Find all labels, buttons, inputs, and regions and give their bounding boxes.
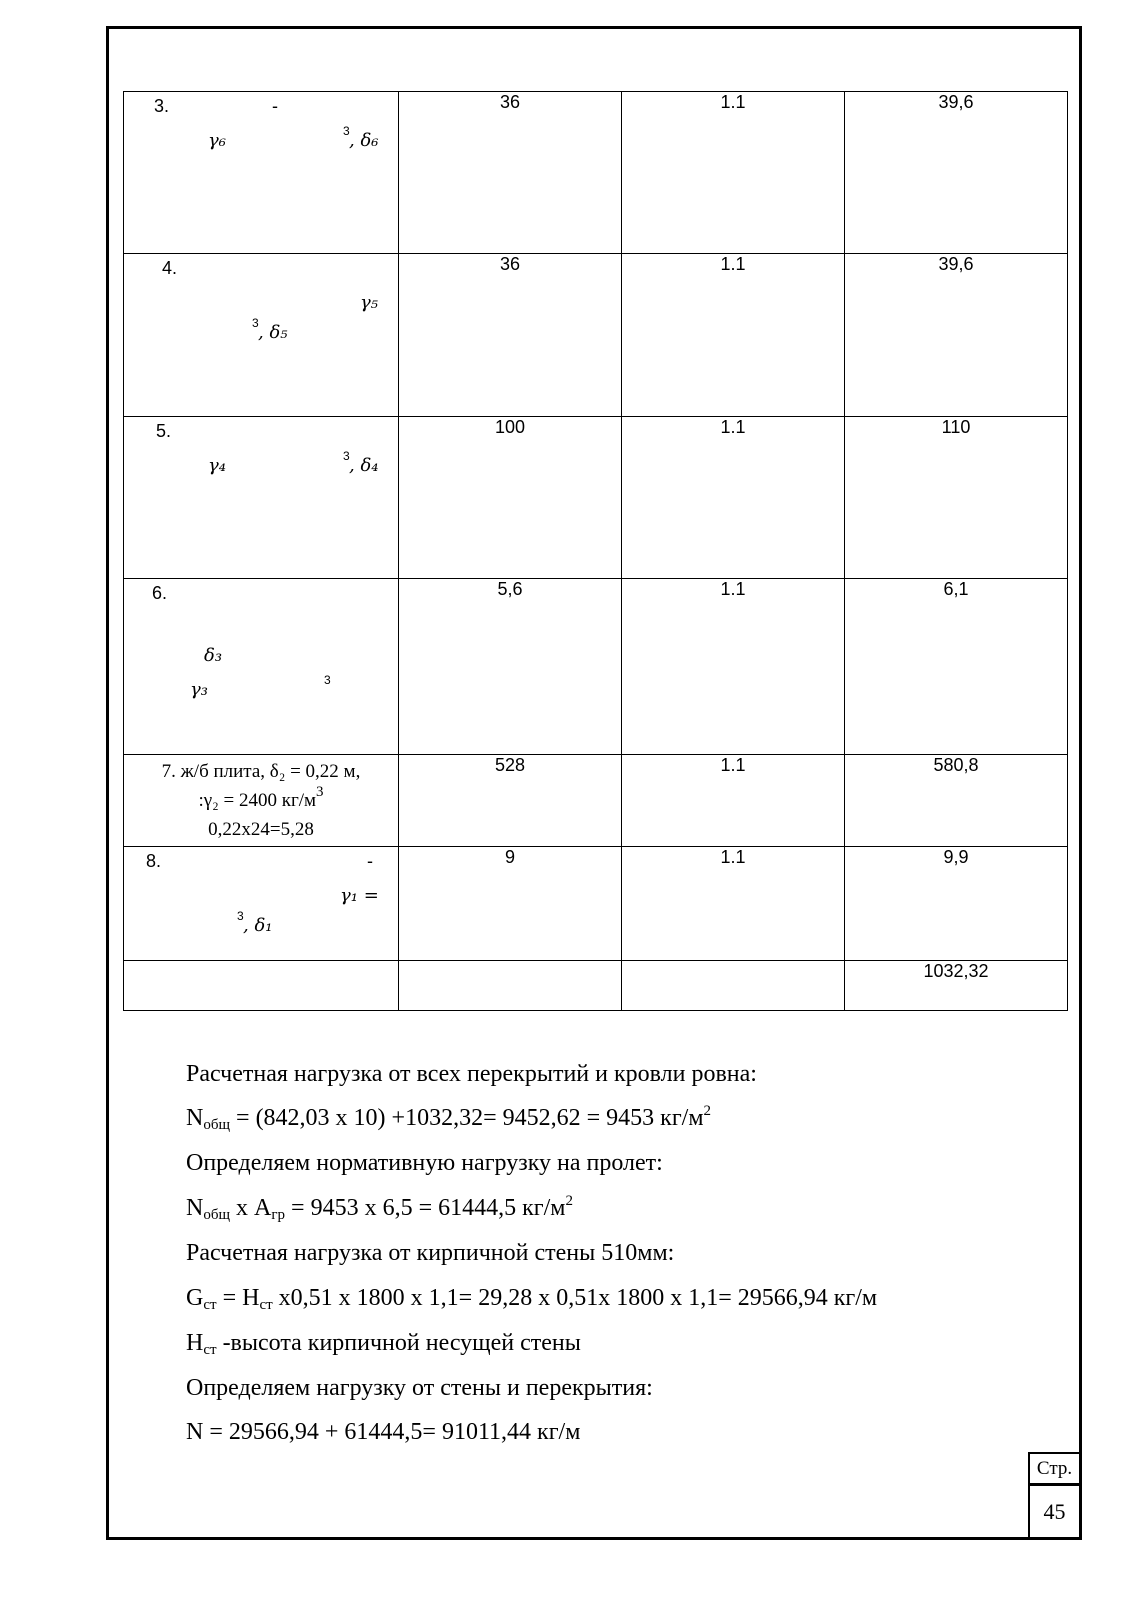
- wall-height-definition: $H_{ст}$ -высота кирпичной несущей стены: [186, 1330, 581, 1358]
- page-number: 45: [1028, 1484, 1081, 1540]
- table-row: [124, 92, 1068, 254]
- table-row-total: [124, 961, 1068, 1011]
- empty-cell: [399, 961, 622, 1011]
- normative-load-cell: 100: [399, 417, 622, 579]
- design-load-cell: 6,1: [845, 579, 1068, 755]
- normative-load-cell: 36: [399, 92, 622, 254]
- gamma-symbol: γ₁ =: [340, 885, 379, 906]
- delta-symbol: , δ₁: [243, 915, 273, 936]
- gamma-symbol: γ₅: [360, 292, 378, 313]
- slab-line-3: 0,22х24=5,28: [208, 819, 314, 840]
- table-row: [124, 254, 1068, 417]
- superscript-3: 3: [237, 909, 244, 923]
- empty-cell: [124, 961, 399, 1011]
- safety-factor-cell: 1.1: [622, 254, 845, 417]
- normative-load-cell: 9: [399, 847, 622, 961]
- safety-factor-cell: 1.1: [622, 579, 845, 755]
- superscript-3: 3: [343, 124, 350, 138]
- safety-factor-cell: 1.1: [622, 847, 845, 961]
- load-description-cell: [124, 92, 399, 254]
- formula-combined-load: N = 29566,94 + 61444,5= 91011,44 кг/м: [186, 1419, 581, 1445]
- paragraph-total-load: Расчетная нагрузка от всех перекрытий и кровли ровна:: [186, 1061, 757, 1087]
- page-label: Стр.: [1028, 1452, 1081, 1485]
- gamma-symbol: γ₄: [208, 455, 226, 476]
- superscript-3: 3: [252, 316, 259, 330]
- superscript-3: 3: [324, 673, 331, 687]
- row-number: 6.: [152, 583, 168, 603]
- load-description-cell: [124, 755, 399, 847]
- design-load-cell: 580,8: [845, 755, 1068, 847]
- safety-factor-cell: 1.1: [622, 92, 845, 254]
- load-description-cell: [124, 254, 399, 417]
- slab-line-1: 7. ж/б плита, δ₂ = 0,22 м,: [161, 761, 361, 782]
- dash-mark: -: [272, 96, 278, 116]
- design-load-cell: 39,6: [845, 254, 1068, 417]
- normative-load-cell: 36: [399, 254, 622, 417]
- loads-table: [123, 91, 1068, 1011]
- slab-line-2: :γ₂ = 2400 $кг/м^3$: [198, 784, 324, 811]
- row-number: 3.: [154, 96, 170, 116]
- superscript-3: 3: [343, 449, 350, 463]
- paragraph-wall-load: Расчетная нагрузка от кирпичной стены 510мм:: [186, 1240, 675, 1266]
- delta-symbol: , δ₅: [258, 322, 288, 343]
- row-number: 8.: [146, 851, 162, 871]
- normative-load-cell: 5,6: [399, 579, 622, 755]
- design-load-cell: 110: [845, 417, 1068, 579]
- delta-symbol: , δ₄: [349, 455, 379, 476]
- empty-cell: [622, 961, 845, 1011]
- gamma-symbol: γ₆: [208, 130, 226, 151]
- row-number: 5.: [156, 421, 172, 441]
- formula-n-total: $N_{общ} = (842,03$ х 10) +1032,32= 9452,62 = 9453 $кг/м^2$: [186, 1103, 712, 1133]
- table-row: [124, 417, 1068, 579]
- paragraph-normative-load: Определяем нормативную нагрузку на пролет:: [186, 1150, 663, 1176]
- row-number: 4.: [162, 258, 178, 278]
- table-row: [124, 579, 1068, 755]
- formula-wall-load: $G_{ст} = H_{ст}$ х0,51 х 1800 х 1,1= 29,28 х 0,51х 1800 х 1,1= 29566,94 кг/м: [186, 1285, 878, 1313]
- table-row: [124, 847, 1068, 961]
- load-description-cell: [124, 579, 399, 755]
- normative-load-cell: 528: [399, 755, 622, 847]
- formula-span-load: $N_{общ}$ х $A_{гр} = 9453$ х 6,5 = 61444,5 $кг/м^2$: [186, 1193, 573, 1223]
- total-design-load-cell: 1032,32: [845, 961, 1068, 1011]
- table-row: [124, 755, 1068, 847]
- design-load-cell: 39,6: [845, 92, 1068, 254]
- load-description-cell: [124, 417, 399, 579]
- load-description-cell: [124, 847, 399, 961]
- safety-factor-cell: 1.1: [622, 417, 845, 579]
- delta-symbol: δ₃: [204, 645, 223, 666]
- gamma-symbol: γ₃: [190, 679, 208, 700]
- design-load-cell: 9,9: [845, 847, 1068, 961]
- delta-symbol: , δ₆: [349, 130, 379, 151]
- dash-mark: -: [367, 851, 373, 871]
- paragraph-combined-load: Определяем нагрузку от стены и перекрытия:: [186, 1375, 653, 1401]
- safety-factor-cell: 1.1: [622, 755, 845, 847]
